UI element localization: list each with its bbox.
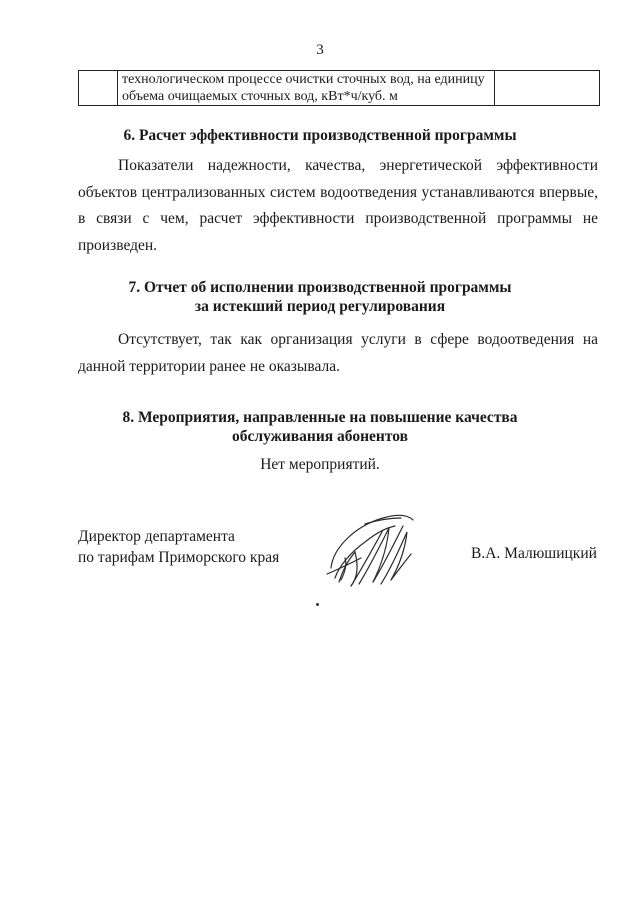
table-text-line-1: технологическом процессе очистки сточных вод, на единицу [122,72,485,87]
continued-indicator-table [78,70,600,106]
handwritten-signature [325,508,425,590]
section-6-heading: 6. Расчет эффективности производственной программы [123,127,517,144]
signatory-position-line-2: по тарифам Приморского края [78,549,280,566]
page-number: 3 [316,42,324,58]
table-cell-description [118,71,495,106]
section-7-heading-line-1: 7. Отчет об исполнении производственной программы [128,279,512,296]
signatory-position [78,526,279,568]
section-8-text: Нет мероприятий. [260,456,380,473]
section-8-heading [0,408,640,446]
section-6-text: Показатели надежности, качества, энергетической эффективности объектов централизованных систем водоотведения устанавливаются впервые, в связи с чем, расчет эффективности производственной программы не произведен. [78,157,598,254]
signatory-position-line-1: Директор департамента [78,528,235,545]
section-7-text: Отсутствует, так как организация услуги в сфере водоотведения на данной территории ранее не оказывала. [78,331,598,375]
section-8-heading-line-2: обслуживания абонентов [232,428,408,445]
section-8-heading-line-1: 8. Мероприятия, направленные на повышение качества [122,409,518,426]
table-row [79,71,600,106]
section-7-heading-line-2: за истекший период регулирования [194,298,446,315]
stray-dot [316,603,319,606]
signatory-name: В.А. Малюшицкий [471,545,597,562]
table-text-line-2: объема очищаемых сточных вод, кВт*ч/куб. м [122,89,398,104]
section-7-heading [0,278,640,316]
table-cell-number [79,71,118,106]
table-cell-value [495,71,600,106]
